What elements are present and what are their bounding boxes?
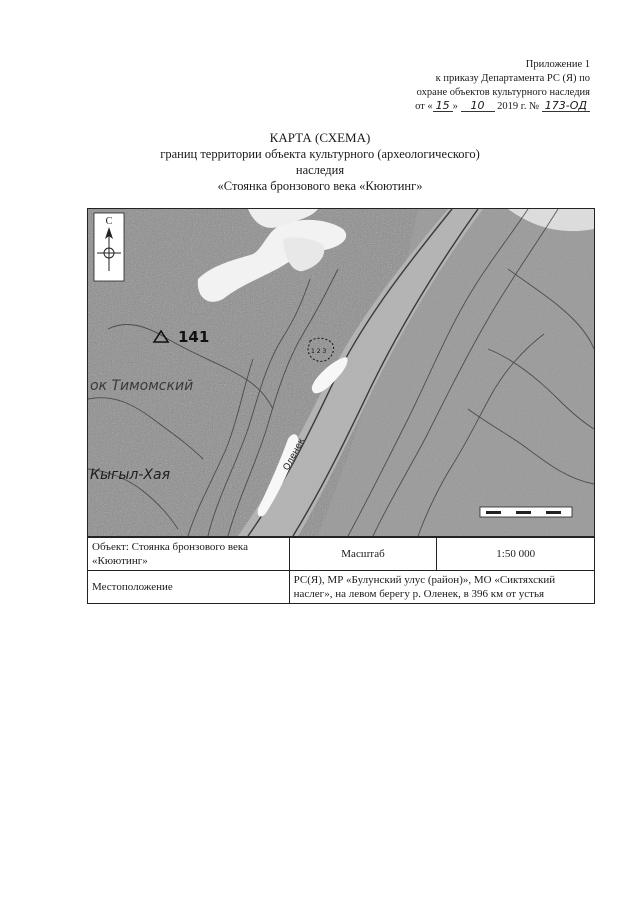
- place-name-2: Кыгыл-Хая: [90, 467, 170, 483]
- place-name-1: ок Тимомский: [90, 378, 194, 394]
- scale-label-cell: Масштаб: [289, 538, 437, 571]
- scale-value-cell: 1:50 000: [437, 538, 595, 571]
- appendix-header: [350, 58, 590, 114]
- info-table: [87, 537, 595, 604]
- appendix-line-3: охране объектов культурного наследия: [416, 87, 590, 98]
- map-drawing: [88, 209, 594, 536]
- scale-bar: [480, 507, 572, 517]
- title-line-2: границ территории объекта культурного (археологического): [160, 147, 480, 161]
- title-line-4: «Стоянка бронзового века «Кюютинг»: [217, 179, 423, 193]
- object-cell: Объект: Стоянка бронзового века «Кюютинг»: [88, 538, 290, 571]
- appendix-date-line: [350, 100, 590, 114]
- order-number: 173-ОД: [542, 100, 590, 112]
- elevation-label: 141: [178, 328, 210, 346]
- document-title: [0, 130, 640, 194]
- topographic-map: [87, 208, 595, 537]
- table-row: [88, 538, 595, 571]
- date-day: 15: [433, 100, 453, 112]
- appendix-line-1: Приложение 1: [525, 59, 590, 70]
- title-line-3: наследия: [295, 163, 345, 177]
- site-markers: 1 2 3: [311, 348, 327, 355]
- location-value-cell: РС(Я), МР «Булунский улус (район)», МО «Сиктяхский наслег», на левом берегу р. Оленек, в 396 км от устья: [289, 571, 594, 604]
- location-label-cell: Местоположение: [88, 571, 290, 604]
- map-sheet: [87, 208, 595, 620]
- date-prefix: от «: [415, 101, 433, 112]
- date-month: 10: [461, 100, 495, 112]
- table-row: [88, 571, 595, 604]
- river-label: Оленек: [281, 436, 308, 473]
- date-year: 2019 г. №: [497, 101, 540, 112]
- date-sep: »: [452, 101, 458, 112]
- title-line-1: КАРТА (СХЕМА): [269, 130, 371, 145]
- north-letter: С: [105, 216, 113, 227]
- appendix-line-2: к приказу Департамента РС (Я) по: [435, 73, 590, 84]
